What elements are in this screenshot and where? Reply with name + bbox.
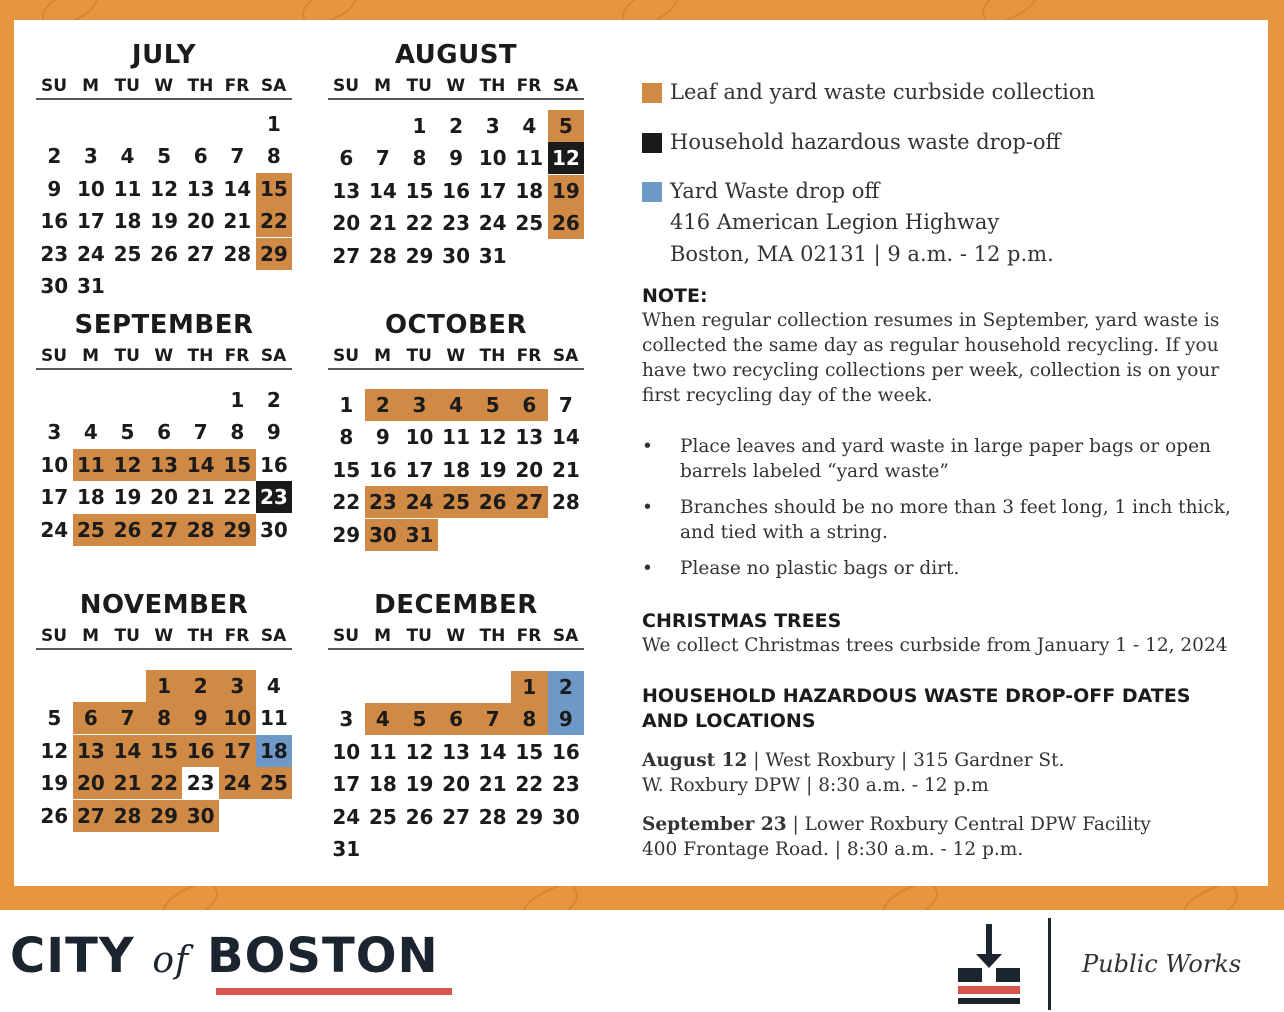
calendar-day: 6 xyxy=(157,420,172,445)
weekday-header xyxy=(36,76,292,100)
weekday-label: SA xyxy=(260,626,287,646)
legend-leaf: Leaf and yard waste curbside collection xyxy=(670,80,1096,104)
weekday-label: TH xyxy=(187,76,214,96)
note-line3: have two recycling collections per week, collection is on your xyxy=(642,360,1220,381)
calendar-day: 6 xyxy=(73,702,110,734)
calendar-day: 5 xyxy=(120,420,135,445)
calendar-day: 6 xyxy=(438,703,475,735)
calendar-day: 7 xyxy=(474,703,511,735)
calendar-day: 6 xyxy=(339,146,354,171)
calendar-day: 17 xyxy=(40,485,69,510)
note-line1: When regular collection resumes in September, yard waste is xyxy=(642,310,1220,331)
calendar-day: 22 xyxy=(405,211,434,236)
weekday-header xyxy=(36,346,292,370)
calendar-day: 25 xyxy=(515,211,544,236)
calendar-day: 15 xyxy=(332,457,361,482)
weekday-label: W xyxy=(446,626,466,646)
logo-boston: BOSTON xyxy=(207,928,439,984)
calendar-day: 11 xyxy=(259,706,288,731)
christmas-heading: CHRISTMAS TREES xyxy=(642,610,842,632)
city-of-boston-logo xyxy=(10,928,439,984)
weekday-label: SA xyxy=(552,76,579,96)
bullet-text: and tied with a string. xyxy=(680,522,888,543)
calendar-day: 17 xyxy=(332,772,361,797)
calendar-day: 17 xyxy=(478,178,507,203)
calendar-day: 25 xyxy=(256,767,293,799)
calendar-day: 23 xyxy=(551,772,580,797)
calendar-day: 2 xyxy=(365,389,402,421)
calendar-day: 2 xyxy=(182,670,219,702)
calendar-day: 1 xyxy=(230,388,245,412)
calendar-day: 8 xyxy=(266,144,281,169)
calendar-day: 28 xyxy=(478,804,507,829)
weekday-label: FR xyxy=(224,76,250,96)
calendar-day: 21 xyxy=(186,485,215,510)
calendar-day: 27 xyxy=(186,241,215,266)
weekday-label: TU xyxy=(114,346,140,366)
calendar-day: 5 xyxy=(474,389,511,421)
note-line2: collected the same day as regular household recycling. If you xyxy=(642,335,1219,356)
calendar-day: 4 xyxy=(120,144,135,169)
calendar-day: 23 xyxy=(40,241,69,266)
calendar-day: 28 xyxy=(182,514,219,546)
calendar-day: 16 xyxy=(259,452,288,477)
bullet-dot: • xyxy=(642,558,653,579)
calendar-day: 26 xyxy=(40,803,69,828)
logo-of: of xyxy=(152,940,190,981)
weekday-label: TU xyxy=(406,346,432,366)
calendar-day: 20 xyxy=(186,209,215,234)
month-title: OCTOBER xyxy=(384,310,528,340)
bullet-text: Branches should be no more than 3 feet long, 1 inch thick, xyxy=(680,497,1231,518)
calendar-day: 8 xyxy=(511,703,548,735)
calendar-day: 7 xyxy=(558,393,573,417)
calendar-day: 2 xyxy=(266,388,281,412)
month-title: DECEMBER xyxy=(374,590,538,620)
calendar-day: 14 xyxy=(182,449,219,481)
calendar-day: 19 xyxy=(405,772,434,797)
calendar-day: 18 xyxy=(442,457,471,482)
calendar-day: 22 xyxy=(256,205,293,237)
bullet-dot: • xyxy=(642,436,653,457)
weekday-label: M xyxy=(82,346,100,366)
calendar-day: 28 xyxy=(551,490,580,515)
calendar-day: 21 xyxy=(551,457,580,482)
bullet-dot: • xyxy=(642,497,653,518)
calendar-day: 18 xyxy=(76,485,105,510)
calendar-day: 18 xyxy=(256,735,293,767)
weekday-label: W xyxy=(446,76,466,96)
calendar-day: 12 xyxy=(40,738,69,763)
calendar-day: 1 xyxy=(412,114,427,138)
calendar-day: 30 xyxy=(551,804,580,829)
weekday-label: SU xyxy=(40,626,68,646)
calendar-day: 14 xyxy=(368,178,397,203)
calendar-day: 20 xyxy=(442,772,471,797)
calendar-day: 4 xyxy=(438,389,475,421)
weekday-label: W xyxy=(154,76,174,96)
weekday-label: M xyxy=(82,76,100,96)
calendar-day: 10 xyxy=(219,702,256,734)
calendar-day: 14 xyxy=(109,735,146,767)
note-heading: NOTE: xyxy=(642,285,708,307)
calendar-day: 29 xyxy=(405,243,434,268)
calendar-day: 4 xyxy=(365,703,402,735)
weekday-header xyxy=(328,346,584,370)
hazardous-heading2: AND LOCATIONS xyxy=(642,710,816,732)
calendar-day: 28 xyxy=(109,800,146,832)
calendar-day: 9 xyxy=(548,703,585,735)
hazardous-event1-line2: W. Roxbury DPW | 8:30 a.m. - 12 p.m xyxy=(642,775,989,796)
weekday-label: SU xyxy=(332,76,360,96)
calendar-day: 22 xyxy=(146,767,183,799)
hazardous-event2-line2: 400 Frontage Road. | 8:30 a.m. - 12 p.m. xyxy=(642,839,1024,860)
weekday-label: TH xyxy=(187,626,214,646)
calendar-day: 10 xyxy=(405,425,434,450)
calendar-day: 1 xyxy=(339,393,354,417)
calendar-day: 11 xyxy=(113,176,142,201)
calendar-panel xyxy=(14,20,1268,886)
calendar-day: 13 xyxy=(146,449,183,481)
calendar-day: 11 xyxy=(368,739,397,764)
event1-rest: | West Roxbury | 315 Gardner St. xyxy=(747,750,1065,771)
calendar-day: 18 xyxy=(113,209,142,234)
calendar-day: 24 xyxy=(332,804,361,829)
calendar-day: 4 xyxy=(522,114,537,138)
weekday-label: FR xyxy=(516,76,542,96)
month-title: NOVEMBER xyxy=(79,590,249,620)
black-swatch-icon xyxy=(642,133,662,153)
calendar-day: 26 xyxy=(109,514,146,546)
calendar-day: 19 xyxy=(40,771,69,796)
calendar-day: 27 xyxy=(146,514,183,546)
calendar-day: 21 xyxy=(478,772,507,797)
weekday-label: SU xyxy=(332,346,360,366)
calendar-day: 16 xyxy=(40,209,69,234)
calendar-day: 5 xyxy=(47,706,62,731)
calendar-day: 21 xyxy=(368,211,397,236)
legend-yard-address1: 416 American Legion Highway xyxy=(670,210,1000,234)
calendar-day: 3 xyxy=(83,144,98,169)
calendar-day: 7 xyxy=(193,420,208,445)
calendar-day: 3 xyxy=(485,114,500,138)
calendar-day: 8 xyxy=(230,420,245,445)
bullet-text: Place leaves and yard waste in large paper bags or open xyxy=(680,436,1211,457)
calendar-day: 25 xyxy=(438,486,475,518)
calendar-day: 24 xyxy=(219,767,256,799)
weekday-header xyxy=(328,626,584,650)
month-title: AUGUST xyxy=(394,40,518,70)
calendar-day: 27 xyxy=(511,486,548,518)
calendar-day: 12 xyxy=(405,739,434,764)
weekday-label: SU xyxy=(40,76,68,96)
calendar-day: 5 xyxy=(548,110,585,142)
calendar-day: 19 xyxy=(478,457,507,482)
calendar-day: 12 xyxy=(109,449,146,481)
calendar-day: 29 xyxy=(256,238,293,270)
logo-underline xyxy=(216,988,452,995)
weekday-label: TU xyxy=(114,626,140,646)
calendar-day: 20 xyxy=(515,457,544,482)
weekday-label: SA xyxy=(552,346,579,366)
calendar-day: 8 xyxy=(339,425,354,450)
calendar-day: 14 xyxy=(478,739,507,764)
calendar-day: 11 xyxy=(515,146,544,171)
calendar-day: 12 xyxy=(150,176,179,201)
calendar-day: 29 xyxy=(219,514,256,546)
calendar-day: 6 xyxy=(511,389,548,421)
calendar-day: 23 xyxy=(442,211,471,236)
weekday-label: FR xyxy=(224,346,250,366)
weekday-label: SU xyxy=(40,346,68,366)
calendar-day: 30 xyxy=(182,800,219,832)
calendar-day: 5 xyxy=(157,144,172,169)
weekday-label: M xyxy=(82,626,100,646)
calendar-day: 22 xyxy=(223,485,252,510)
calendar-day: 20 xyxy=(332,211,361,236)
calendar-day: 9 xyxy=(266,420,281,445)
calendar-day: 1 xyxy=(511,671,548,703)
calendar-day: 7 xyxy=(230,144,245,169)
calendar-day: 9 xyxy=(449,146,464,171)
weekday-label: SA xyxy=(552,626,579,646)
calendar-day: 20 xyxy=(150,485,179,510)
calendar-day: 27 xyxy=(442,804,471,829)
calendar-day: 27 xyxy=(73,800,110,832)
calendar-day: 30 xyxy=(365,519,402,551)
calendar-day: 15 xyxy=(405,178,434,203)
hazardous-event1 xyxy=(642,748,1252,773)
weekday-label: TU xyxy=(114,76,140,96)
weekday-label: TH xyxy=(479,76,506,96)
bullet-text: barrels labeled “yard waste” xyxy=(680,461,949,482)
calendar-day: 16 xyxy=(442,178,471,203)
calendar-day: 3 xyxy=(47,420,62,445)
christmas-text: We collect Christmas trees curbside from January 1 - 12, 2024 xyxy=(642,635,1228,656)
weekday-label: FR xyxy=(516,626,542,646)
calendar-day: 16 xyxy=(551,739,580,764)
public-works-emblem-icon xyxy=(956,922,1022,1008)
calendar-day: 8 xyxy=(146,702,183,734)
calendar-day: 26 xyxy=(405,804,434,829)
calendar-day: 4 xyxy=(266,674,281,698)
calendar-day: 17 xyxy=(405,457,434,482)
legend-yard-address2: Boston, MA 02131 | 9 a.m. - 12 p.m. xyxy=(670,242,1054,266)
calendar-day: 24 xyxy=(76,241,105,266)
calendar-day: 31 xyxy=(401,519,438,551)
weekday-label: SA xyxy=(260,346,287,366)
calendar-day: 24 xyxy=(478,211,507,236)
calendar-day: 18 xyxy=(515,178,544,203)
calendar-day: 27 xyxy=(332,243,361,268)
calendar-day: 8 xyxy=(412,146,427,171)
weekday-label: TH xyxy=(479,346,506,366)
weekday-header xyxy=(36,626,292,650)
weekday-label: W xyxy=(446,346,466,366)
calendar-day: 6 xyxy=(193,144,208,169)
calendar-day: 17 xyxy=(219,735,256,767)
calendar-day: 16 xyxy=(368,457,397,482)
calendar-day: 26 xyxy=(548,207,585,239)
calendar-day: 25 xyxy=(368,804,397,829)
calendar-day: 9 xyxy=(47,176,62,201)
weekday-label: M xyxy=(374,346,392,366)
calendar-day: 13 xyxy=(73,735,110,767)
calendar-day: 26 xyxy=(150,241,179,266)
calendar-day: 15 xyxy=(515,739,544,764)
calendar-day: 13 xyxy=(442,739,471,764)
weekday-label: W xyxy=(154,346,174,366)
calendar-day: 16 xyxy=(182,735,219,767)
calendar-day: 1 xyxy=(266,112,281,136)
calendar-day: 14 xyxy=(223,176,252,201)
calendar-day: 12 xyxy=(478,425,507,450)
calendar-day: 10 xyxy=(40,452,69,477)
calendar-day: 13 xyxy=(186,176,215,201)
weekday-label: TU xyxy=(406,626,432,646)
calendar-day: 3 xyxy=(401,389,438,421)
calendar-day: 31 xyxy=(332,837,361,861)
weekday-header xyxy=(328,76,584,100)
calendar-day: 24 xyxy=(40,517,69,542)
weekday-label: SU xyxy=(332,626,360,646)
legend-hazardous: Household hazardous waste drop-off xyxy=(670,130,1061,154)
weekday-label: M xyxy=(374,626,392,646)
calendar-day: 11 xyxy=(73,449,110,481)
weekday-label: M xyxy=(374,76,392,96)
calendar-day: 15 xyxy=(146,735,183,767)
calendar-day: 15 xyxy=(219,449,256,481)
calendar-day: 23 xyxy=(256,481,293,513)
calendar-day: 22 xyxy=(515,772,544,797)
calendar-day: 3 xyxy=(339,707,354,732)
calendar-day: 9 xyxy=(375,425,390,450)
weekday-label: SA xyxy=(260,76,287,96)
note-line4: first recycling day of the week. xyxy=(642,385,933,406)
calendar-day: 28 xyxy=(223,241,252,266)
blue-swatch-icon xyxy=(642,182,662,202)
calendar-day: 31 xyxy=(478,243,507,268)
calendar-day: 28 xyxy=(368,243,397,268)
calendar-day: 2 xyxy=(548,671,585,703)
hazardous-heading1: HOUSEHOLD HAZARDOUS WASTE DROP-OFF DATES xyxy=(642,685,1191,707)
calendar-day: 22 xyxy=(332,490,361,515)
calendar-day: 24 xyxy=(401,486,438,518)
calendar-day: 19 xyxy=(548,175,585,207)
calendar-day: 25 xyxy=(73,514,110,546)
calendar-day: 1 xyxy=(146,670,183,702)
month-title: SEPTEMBER xyxy=(74,310,254,340)
calendar-day: 25 xyxy=(113,241,142,266)
legend-yard-dropoff: Yard Waste drop off xyxy=(670,179,880,203)
calendar-day: 15 xyxy=(256,173,293,205)
orange-swatch-icon xyxy=(642,83,662,103)
calendar-day: 30 xyxy=(40,274,69,298)
footer-divider xyxy=(1048,918,1051,1010)
calendar-day: 10 xyxy=(76,176,105,201)
public-works-label: Public Works xyxy=(1082,950,1242,978)
calendar-day: 14 xyxy=(551,425,580,450)
event2-date: September 23 xyxy=(642,814,787,835)
calendar-day: 18 xyxy=(368,772,397,797)
calendar-day: 13 xyxy=(515,425,544,450)
calendar-day: 21 xyxy=(109,767,146,799)
weekday-label: W xyxy=(154,626,174,646)
calendar-day: 4 xyxy=(83,420,98,445)
weekday-label: TH xyxy=(479,626,506,646)
calendar-day: 13 xyxy=(332,178,361,203)
calendar-day: 10 xyxy=(478,146,507,171)
event2-rest: | Lower Roxbury Central DPW Facility xyxy=(786,814,1151,835)
calendar-day: 19 xyxy=(113,485,142,510)
calendar-day: 26 xyxy=(474,486,511,518)
calendar-day: 9 xyxy=(182,702,219,734)
calendar-day: 12 xyxy=(548,142,585,174)
calendar-day: 29 xyxy=(146,800,183,832)
calendar-day: 3 xyxy=(219,670,256,702)
calendar-day: 29 xyxy=(515,804,544,829)
calendar-day: 30 xyxy=(442,243,471,268)
calendar-day: 23 xyxy=(186,771,215,796)
calendar-day: 17 xyxy=(76,209,105,234)
month-title: JULY xyxy=(131,40,197,70)
logo-city: CITY xyxy=(10,928,135,984)
calendar-day: 2 xyxy=(47,144,62,169)
weekday-label: TU xyxy=(406,76,432,96)
hazardous-event2 xyxy=(642,812,1252,837)
weekday-label: FR xyxy=(224,626,250,646)
calendar-day: 7 xyxy=(109,702,146,734)
calendar-day: 7 xyxy=(375,146,390,171)
bullet-text: Please no plastic bags or dirt. xyxy=(680,558,960,579)
calendar-day: 10 xyxy=(332,739,361,764)
calendar-day: 2 xyxy=(449,114,464,138)
calendar-day: 30 xyxy=(259,517,288,542)
calendar-day: 29 xyxy=(332,522,361,547)
calendar-day: 23 xyxy=(365,486,402,518)
calendar-day: 20 xyxy=(73,767,110,799)
calendar-day: 11 xyxy=(442,425,471,450)
weekday-label: TH xyxy=(187,346,214,366)
calendar-day: 5 xyxy=(401,703,438,735)
calendar-day: 21 xyxy=(223,209,252,234)
weekday-label: FR xyxy=(516,346,542,366)
event1-date: August 12 xyxy=(642,750,748,771)
calendar-day: 19 xyxy=(150,209,179,234)
calendar-day: 31 xyxy=(76,274,105,298)
